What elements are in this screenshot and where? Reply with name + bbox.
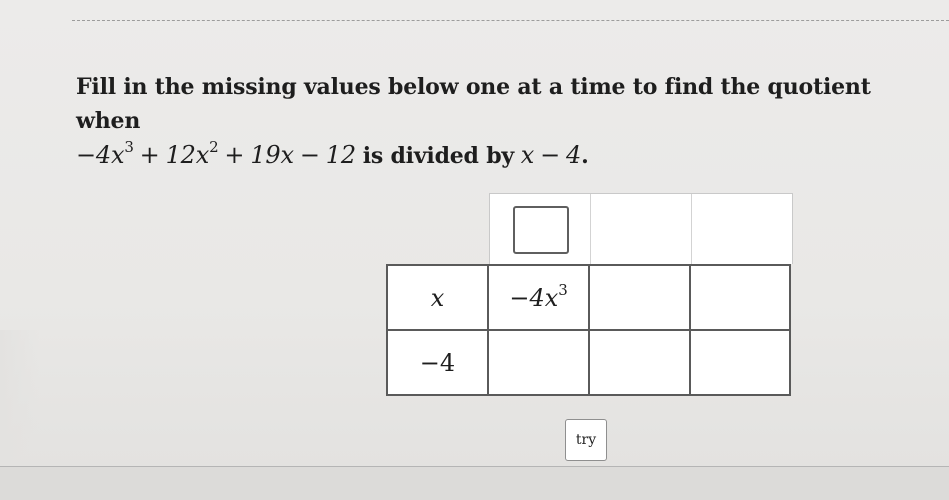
bottom-strip: [0, 467, 949, 500]
question-middle-text: is divided by: [362, 143, 514, 169]
table-row-x: [387, 265, 790, 330]
divisor-op: −: [540, 141, 561, 169]
table-cell: [589, 265, 689, 330]
division-table: [386, 264, 791, 396]
dividend-term-3: 19x: [250, 141, 294, 169]
divisor-const: 4: [566, 141, 582, 169]
dividend-op-3: −: [299, 141, 320, 169]
filled-cell-coef: −4x: [509, 283, 559, 312]
row-label-const: −4: [387, 330, 488, 395]
table-row-const: [387, 330, 790, 395]
try-button[interactable]: try: [565, 419, 607, 461]
divisor-var: x: [520, 141, 535, 169]
question-prompt: [76, 70, 936, 174]
dividend-expression: [76, 138, 356, 169]
dividend-exp-1: 3: [124, 138, 134, 156]
dividend-term-4: 12: [325, 141, 356, 169]
filled-cell-exp: 3: [558, 280, 568, 299]
question-intro: Fill in the missing values below one at a time to find the quotient when: [76, 74, 871, 134]
question-end-punct: .: [581, 143, 589, 169]
divisor-expression: [521, 141, 581, 169]
quotient-cell-2: [591, 194, 692, 264]
table-cell-filled: [488, 265, 589, 330]
table-cell: [589, 330, 689, 395]
dividend-term-2: 12x: [165, 141, 210, 169]
quotient-cell-1: [490, 194, 591, 264]
background-shade: [0, 330, 40, 466]
dividend-exp-2: 2: [209, 138, 219, 156]
row-label-x: x: [387, 265, 488, 330]
table-cell: [690, 330, 790, 395]
question-expression-line: [76, 138, 936, 174]
top-divider: [72, 20, 949, 21]
quotient-cell-3: [692, 194, 792, 264]
table-cell: [488, 330, 589, 395]
dividend-term-1: −4x: [76, 141, 125, 169]
table-cell: [690, 265, 790, 330]
dividend-op-1: +: [139, 141, 160, 169]
dividend-op-2: +: [224, 141, 245, 169]
quotient-row: [489, 193, 793, 264]
answer-input-box[interactable]: [513, 206, 569, 254]
